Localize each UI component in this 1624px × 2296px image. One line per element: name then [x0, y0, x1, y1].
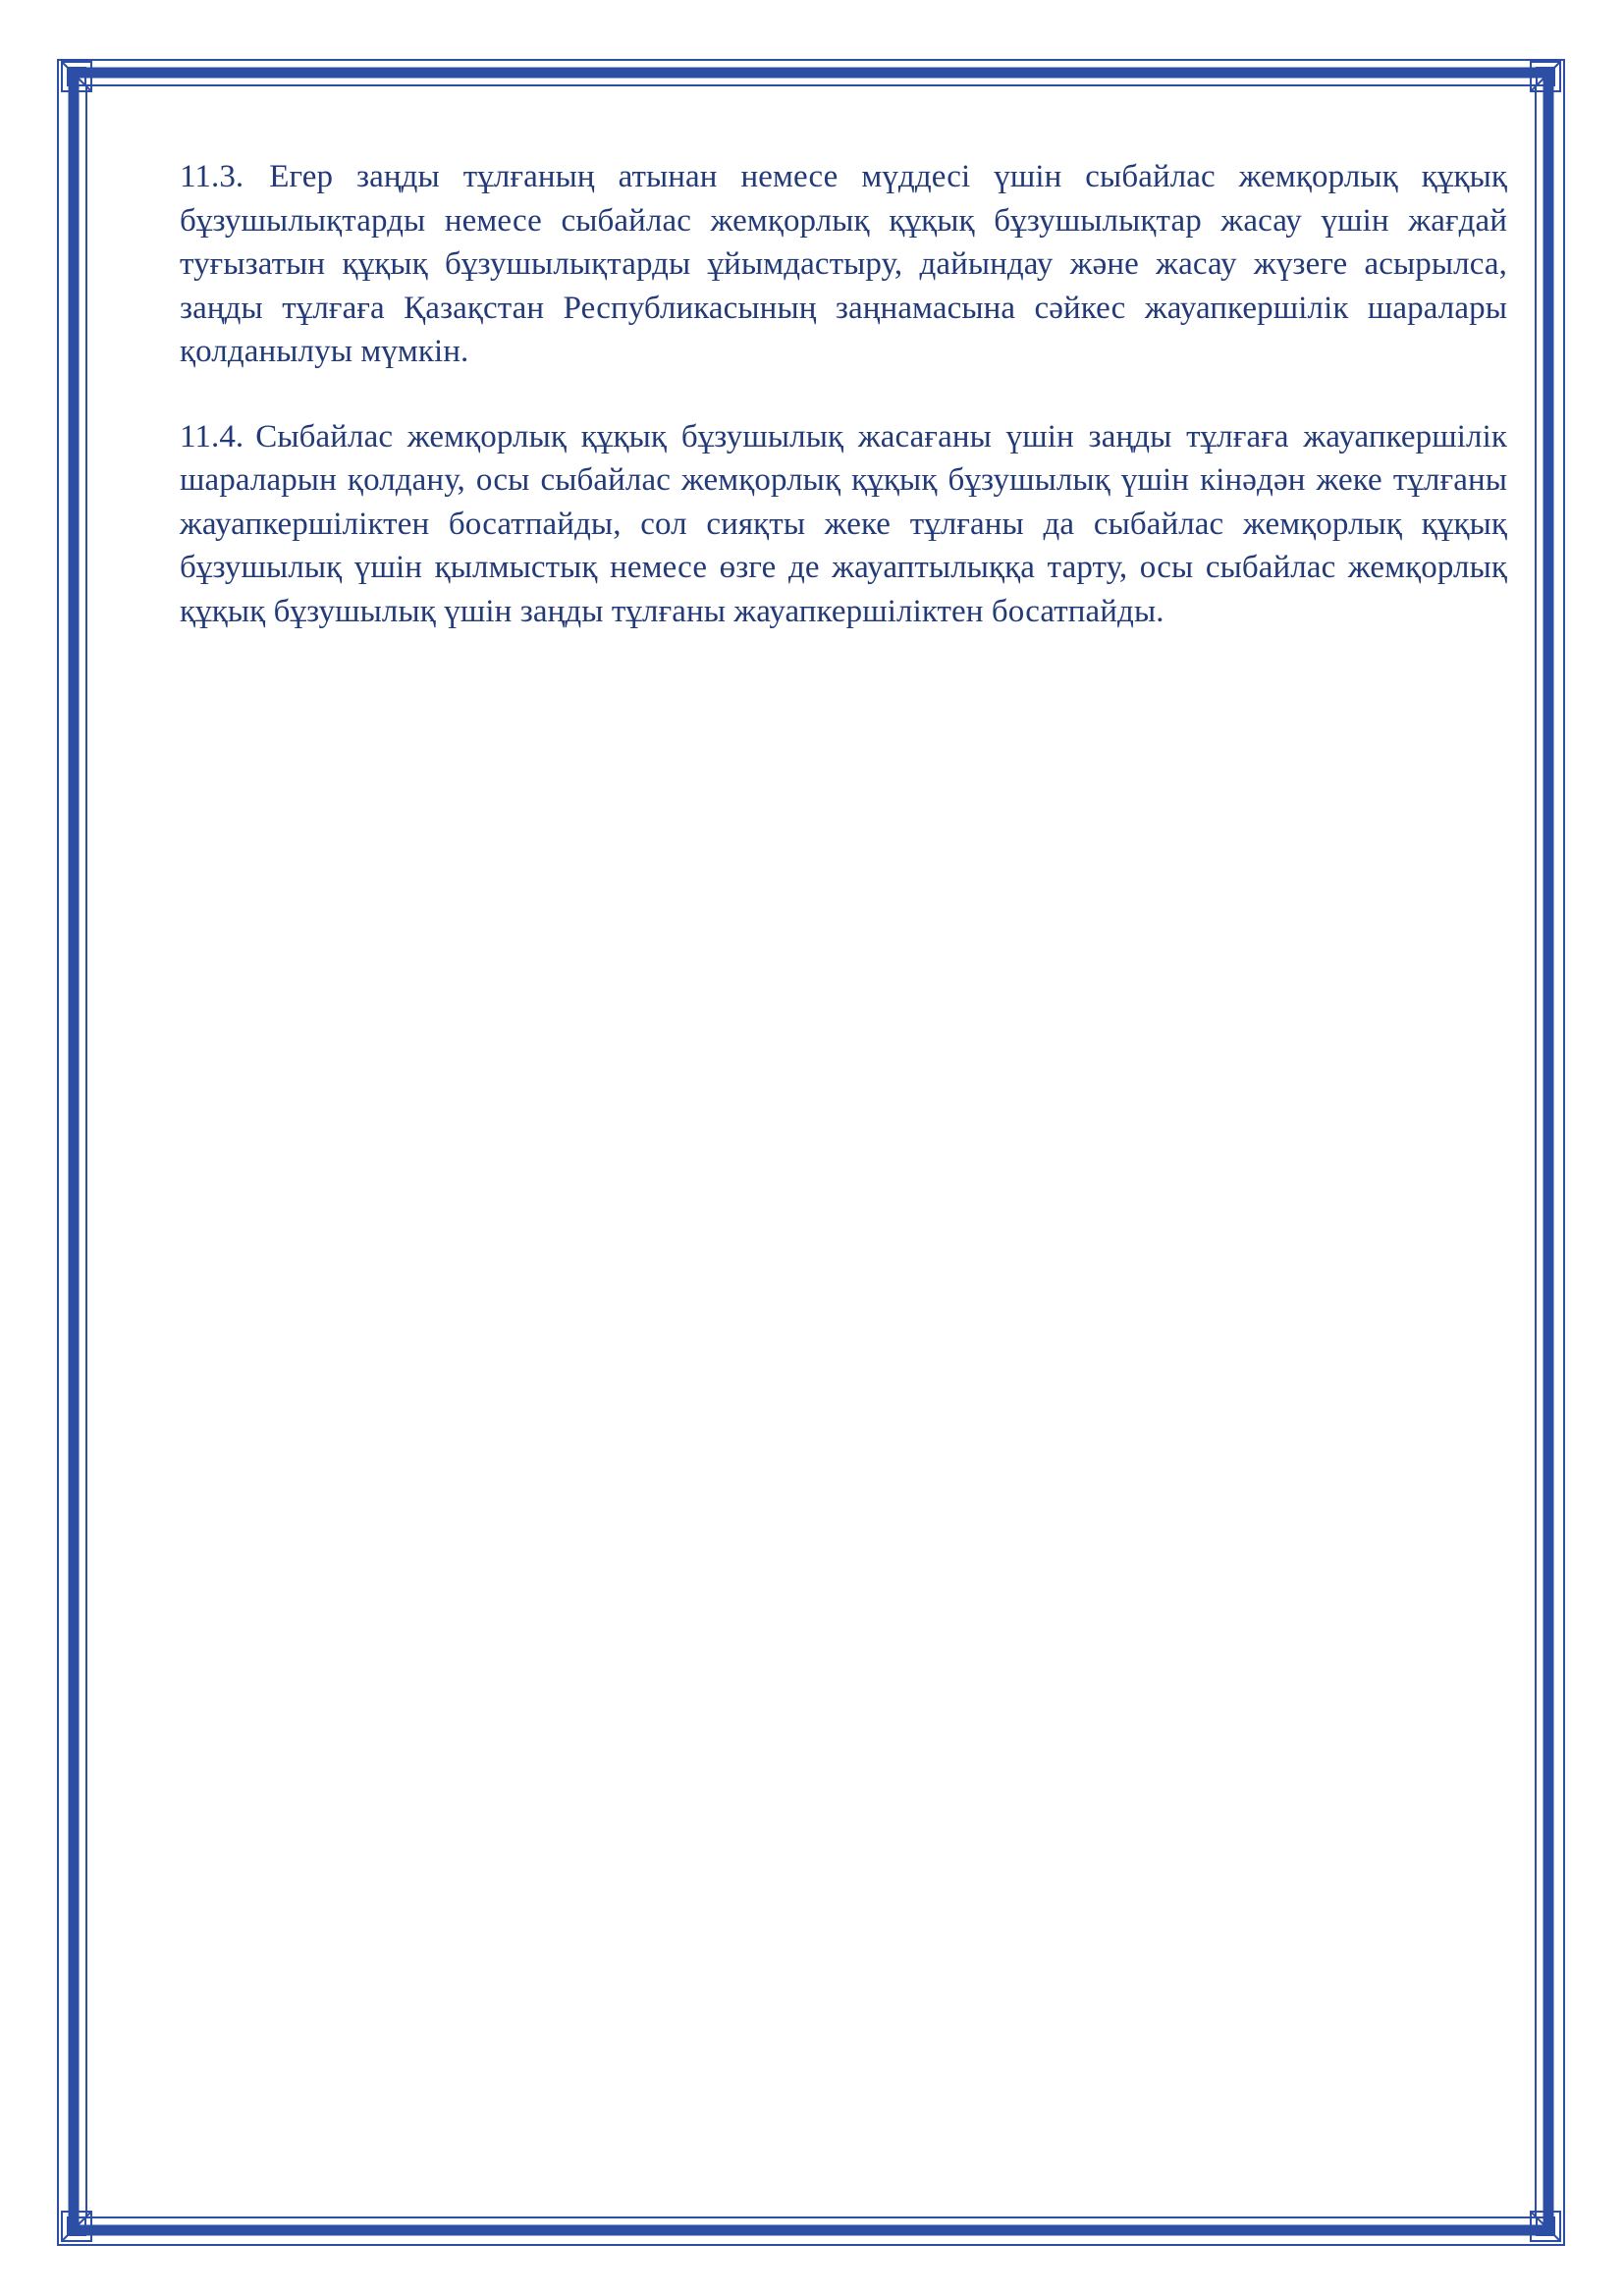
document-body [180, 155, 1507, 674]
paragraph-text: Сыбайлас жемқорлық құқық бұзушылық жасағаны үшін заңды тұлғаға жауапкершілік шараларын қолдану, осы сыбайлас жемқорлық құқық бұзушылық үшін кінәдән жеке тұлғаны жауапкершіліктен босатпайды, сол сияқты жеке тұлғаны да сыбайлас жемқорлық құқық бұзушылық үшін қылмыстық немесе өзге де жауаптылыққа тарту, осы сыбайлас жемқорлық құқық бұзушылық үшін заңды тұлғаны жауапкершіліктен босатпайды. [180, 418, 1507, 629]
paragraph-11-3 [180, 155, 1507, 374]
paragraph-11-4 [180, 415, 1507, 634]
paragraph-text: Егер заңды тұлғаның атынан немесе мүддесі үшін сыбайлас жемқорлық құқық бұзушылықтарды немесе сыбайлас жемқорлық құқық бұзушылықтар жасау үшін жағдай туғызатын құқық бұзушылықтарды ұйымдастыру, дайындау және жасау жүзеге асырылса, заңды тұлғаға Қазақстан Республикасының заңнамасына сәйкес жауапкершілік шаралары қолданылуы мүмкін. [180, 159, 1507, 369]
paragraph-number: 11.4. [180, 418, 244, 454]
paragraph-number: 11.3. [180, 159, 244, 194]
